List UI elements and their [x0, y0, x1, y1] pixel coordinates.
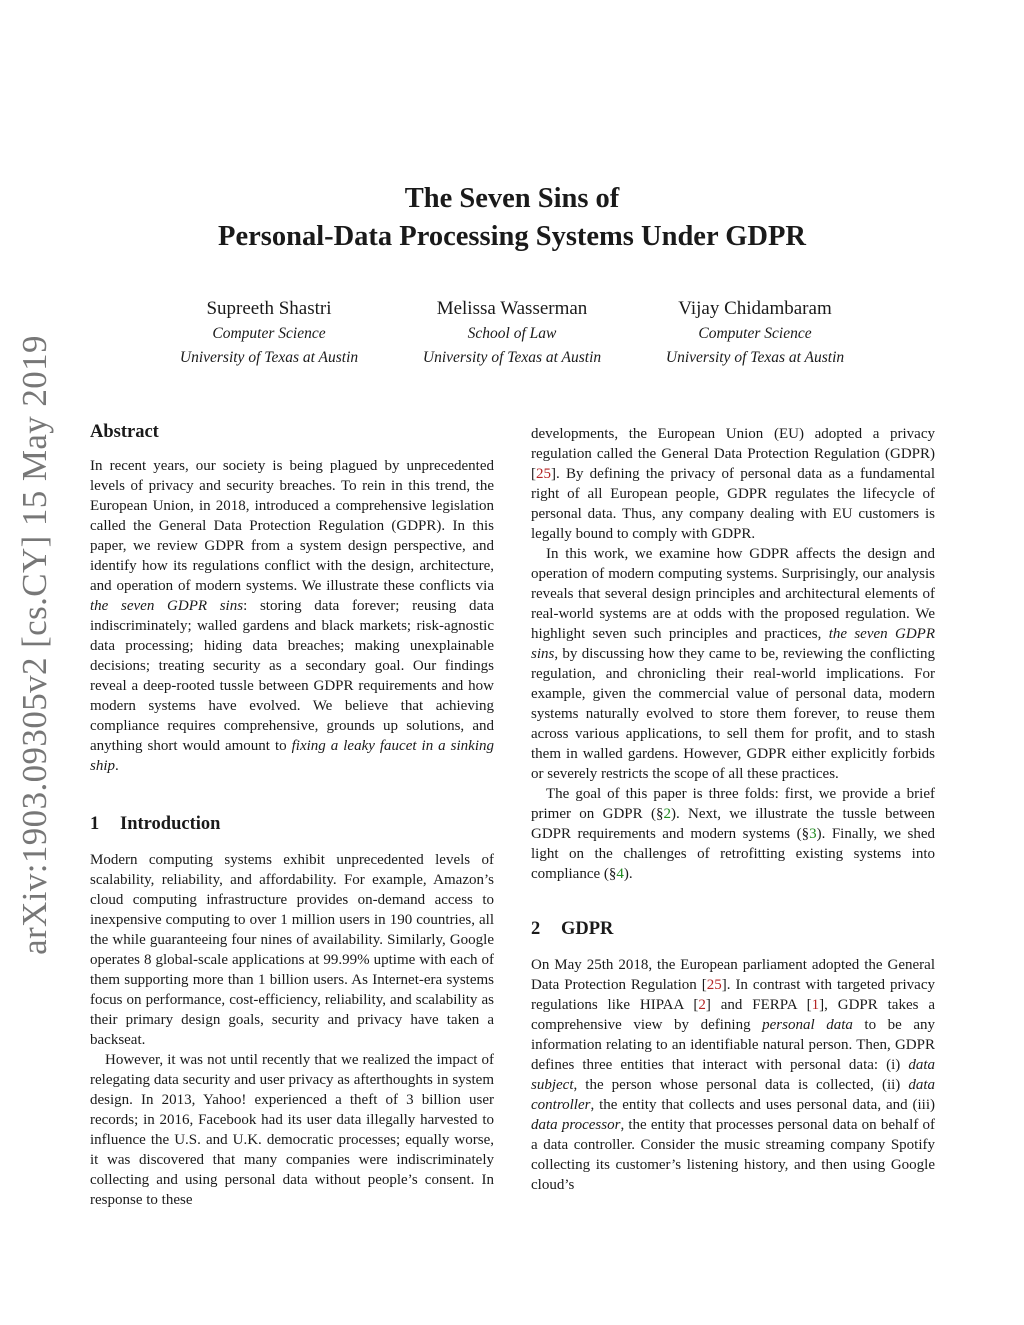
- title-line-2: Personal-Data Processing Systems Under GDPR: [218, 221, 806, 252]
- author-block-1: [159, 296, 379, 370]
- author-department: School of Law: [467, 325, 557, 342]
- arxiv-identifier: [12, 335, 58, 955]
- author-institution: University of Texas at Austin: [422, 349, 602, 366]
- section-title: GDPR: [561, 919, 614, 939]
- author-name: Melissa Wasserman: [436, 298, 588, 319]
- author-institution: University of Texas at Austin: [665, 349, 845, 366]
- author-department: Computer Science: [212, 325, 326, 342]
- author-block-3: [645, 296, 865, 370]
- intro-paragraph-5: The goal of this paper is three folds: first, we provide a brief primer on GDPR (§2). Next, we illustrate the tussle between GDPR requirements and modern systems (§3). Finally, we shed light on the challenges of retrofitting existing systems into compliance (§4).: [531, 786, 936, 882]
- author-name: Vijay Chidambaram: [678, 298, 832, 319]
- title-line-1: The Seven Sins of: [404, 183, 620, 214]
- intro-paragraph-3: developments, the European Union (EU) adopted a privacy regulation called the General Data Protection Regulation (GDPR) [25]. By defining the privacy of personal data as a fundamental right of all European people, GDPR regulates the lifecycle of personal data. Thus, any company dealing with EU customers is legally bound to comply with GDPR.: [531, 426, 935, 542]
- author-block-2: [402, 296, 622, 370]
- abstract-heading: Abstract: [90, 422, 159, 442]
- section-ref-link[interactable]: 4: [616, 866, 624, 882]
- citation-link[interactable]: 25: [706, 977, 722, 993]
- section-ref-link[interactable]: 2: [663, 806, 671, 822]
- left-column: [90, 420, 494, 1210]
- intro-paragraph-1: Modern computing systems exhibit unprecedented levels of scalability, reliability, and affordability. For example, Amazon’s cloud computing infrastructure provides on-demand access to inexpensive computing to over 1 million users in 190 countries, all the while guaranteeing four nines of availability. Similarly, Google operates 8 global-scale applications at 99.99% uptime with each of them supporting more than 1 billion users. As Internet-era systems focus on performance, cost-efficiency, reliability, and scalability as their primary design goals, security and privacy have taken a backseat.: [90, 852, 494, 1048]
- arxiv-identifier-text: arXiv:1903.09305v2 [cs.CY] 15 May 2019: [15, 335, 54, 955]
- author-name: Supreeth Shastri: [206, 298, 332, 319]
- intro-paragraph-4: In this work, we examine how GDPR affects the design and operation of modern computing systems. Surprisingly, our analysis reveals that several design principles and architectural elements of real-world systems are at odds with the proposed regulation. We highlight seven such principles and practices, the seven GDPR sins, by discussing how they came to be, reviewing the conflicting regulation, and chronicling their real-world implications. For example, given the commercial value of personal data, modern systems naturally evolved to store them forever, to reuse them across various applications, to sell them for profit, and to stash them in walled gardens. However, GDPR either explicitly forbids or severely restricts the scope of all these practices.: [531, 546, 935, 782]
- abstract-text: In recent years, our society is being plagued by unprecedented levels of privacy and security breaches. To rein in this trend, the European Union, in 2018, introduced a comprehensive legislation called the General Data Protection Regulation (GDPR). In this paper, we review GDPR from a system design perspective, and identify how its regulations conflict with the design, architecture, and operation of modern systems. We illustrate these conflicts via the seven GDPR sins: storing data forever; reusing data indiscriminately; walled gardens and black markets; risk-agnostic data processing; hiding data breaches; making unexplainable decisions; treating security as a secondary goal. Our findings reveal a deep-rooted tussle between GDPR requirements and how modern systems have evolved. We believe that achieving compliance requires comprehensive, grounds up solutions, and anything short would amount to fixing a leaky faucet in a sinking ship.: [90, 458, 495, 774]
- section-number: 1: [90, 814, 100, 834]
- gdpr-heading: [531, 917, 935, 941]
- paper-title: [0, 180, 1024, 256]
- introduction-heading: [90, 812, 494, 836]
- gdpr-paragraph: On May 25th 2018, the European parliament adopted the General Data Protection Regulation [25]. In contrast with targeted privacy regulations like HIPAA [2] and FERPA [1], GDPR takes a comprehensive view by defining personal data to be any information relating to an identifiable natural person. Then, GDPR defines three entities that interact with personal data: (i) data subject, the person whose personal data is collected, (ii) data controller, the entity that collects and uses personal data, and (iii) data processor, the entity that processes personal data on behalf of a data controller. Consider the music streaming company Spotify collecting its customer’s listening history, and then using Google cloud’s: [531, 957, 935, 1193]
- citation-link[interactable]: 25: [536, 466, 551, 482]
- right-column: [531, 424, 935, 1195]
- section-number: 2: [531, 919, 541, 939]
- citation-link[interactable]: 1: [811, 997, 820, 1013]
- section-title: Introduction: [120, 814, 221, 834]
- author-department: Computer Science: [698, 325, 812, 342]
- intro-paragraph-2: However, it was not until recently that we realized the impact of relegating data security and user privacy as afterthoughts in system design. In 2013, Yahoo! experienced a theft of 3 billion user records; in 2016, Facebook had its user data illegally harvested to influence the U.S. and U.K. democratic processes; equally worse, it was discovered that many companies were indiscriminately collecting and using personal data without people’s consent. In response to these: [90, 1052, 494, 1208]
- citation-link[interactable]: 2: [698, 997, 706, 1013]
- author-institution: University of Texas at Austin: [179, 349, 359, 366]
- section-ref-link[interactable]: 3: [809, 826, 817, 842]
